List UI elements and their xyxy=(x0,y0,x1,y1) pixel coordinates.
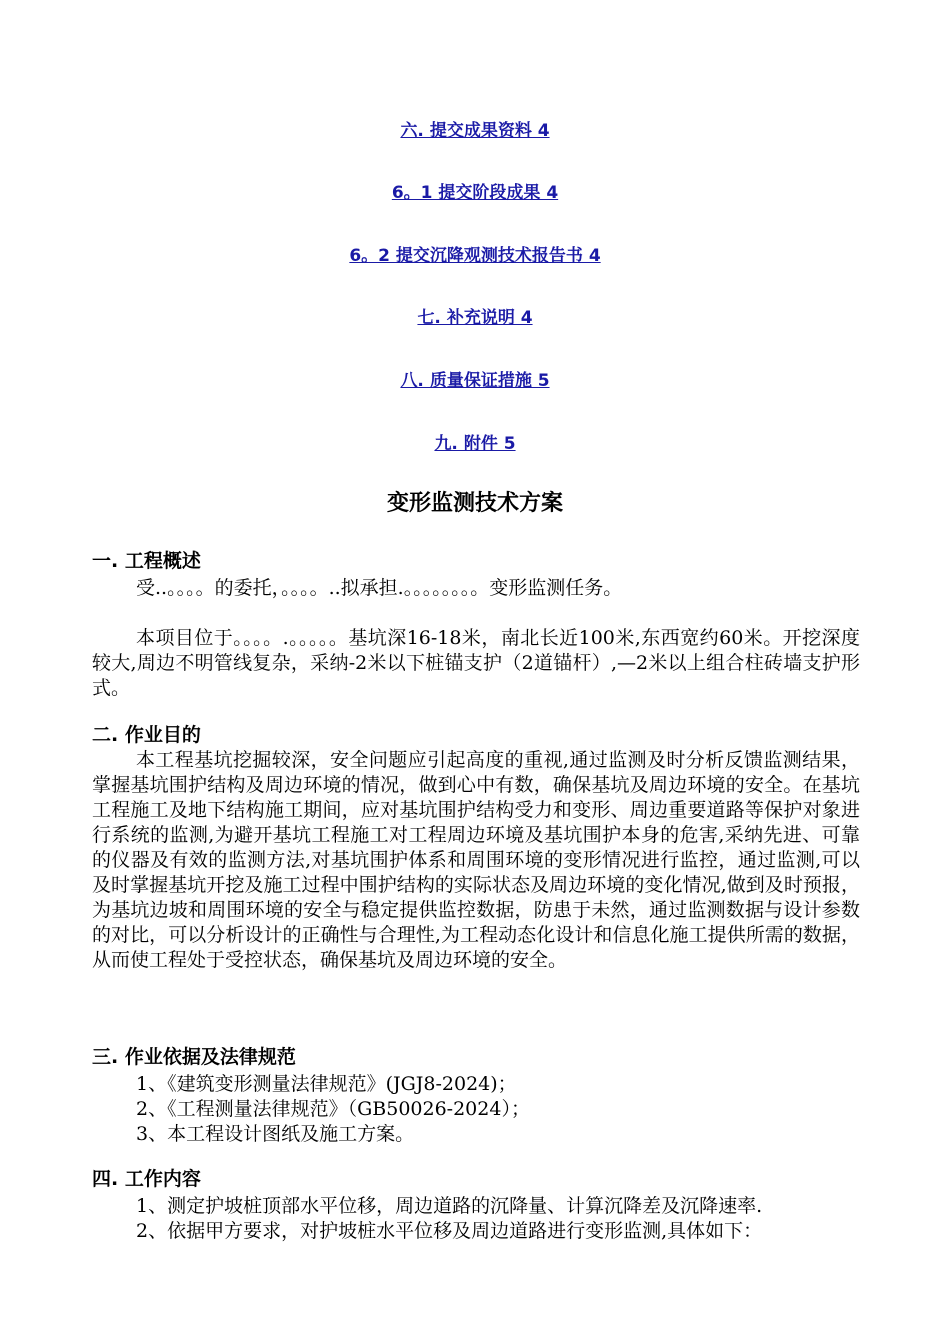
toc-link-settlement-report[interactable]: 6。2 提交沉降观测技术报告书 4 xyxy=(349,246,601,266)
standards-item-3: 3、本工程设计图纸及施工方案。 xyxy=(136,1123,415,1145)
section-heading-overview: 一. 工程概述 xyxy=(92,550,201,572)
section-heading-standards: 三. 作业依据及法律规范 xyxy=(92,1046,296,1068)
overview-paragraph-1: 受..。。。。的委托，。。。。..拟承担.。。。。。。。。变形监测任务。 xyxy=(136,577,623,599)
toc-link-attachments[interactable]: 九. 附件 5 xyxy=(434,434,516,454)
toc-link-submit-results[interactable]: 六. 提交成果资料 4 xyxy=(400,121,550,141)
standards-item-2: 2、《工程测量法律规范》（GB50026-2024）； xyxy=(136,1098,530,1120)
toc-link-stage-results[interactable]: 6。1 提交阶段成果 4 xyxy=(391,183,559,203)
toc-link-supplementary[interactable]: 七. 补充说明 4 xyxy=(417,308,533,328)
overview-paragraph-2: 本项目位于。。。。.。。。。。基坑深16-18米，南北长近100米,东西宽约60米。开挖深度较大,周边不明管线复杂，采纳-2米以下桩锚支护（2道锚杆）,—2米以上组合柱砖墙支护形式。 xyxy=(92,627,860,699)
section-heading-work-content: 四. 工作内容 xyxy=(92,1168,201,1190)
standards-item-1: 1、《建筑变形测量法律规范》(JGJ8-2024)； xyxy=(136,1073,517,1095)
work-content-item-2: 2、依据甲方要求，对护坡桩水平位移及周边道路进行变形监测,具体如下： xyxy=(136,1220,763,1242)
document-title: 变形监测技术方案 xyxy=(386,491,563,516)
section-heading-purpose: 二. 作业目的 xyxy=(92,724,201,746)
work-content-item-1: 1、测定护坡桩顶部水平位移，周边道路的沉降量、计算沉降差及沉降速率. xyxy=(136,1195,763,1217)
toc-link-quality-assurance[interactable]: 八. 质量保证措施 5 xyxy=(400,371,550,391)
purpose-paragraph: 本工程基坑挖掘较深，安全问题应引起高度的重视,通过监测及时分析反馈监测结果，掌握基坑围护结构及周边环境的情况，做到心中有数，确保基坑及周边环境的安全。在基坑工程施工及地下结构施工期间，应对基坑围护结构受力和变形、周边重要道路等保护对象进行系统的监测,为避开基坑工程施工对工程周边环境及基坑围护本身的危害,采纳先进、可靠的仪器及有效的监测方法,对基坑围护体系和周围环境的变形情况进行监控，通过监测,可以及时掌握基坑开挖及施工过程中围护结构的实际状态及周边环境的变化情况,做到及时预报，为基坑边坡和周围环境的安全与稳定提供监控数据，防患于未然，通过监测数据与设计参数的对比，可以分析设计的正确性与合理性,为工程动态化设计和信息化施工提供所需的数据，从而使工程处于受控状态，确保基坑及周边环境的安全。 xyxy=(92,749,860,971)
